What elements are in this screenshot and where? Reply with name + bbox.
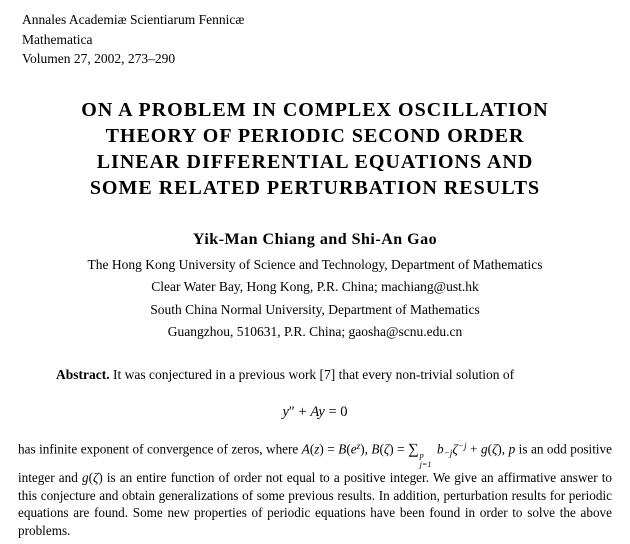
affiliation-1-address-email: Clear Water Bay, Hong Kong, P.R. China; machiang@ust.hk <box>151 278 479 294</box>
authors-line: Yik-Man Chiang and Shi-An Gao <box>192 231 438 248</box>
affiliation-1-institution: The Hong Kong University of Science and Technology, Department of Mathematics <box>87 257 543 272</box>
journal-volume: Volumen 27, 2002, 273–290 <box>22 51 176 66</box>
paper-title-line-2: THEORY OF PERIODIC SECOND ORDER <box>105 125 525 147</box>
affiliation-2 <box>0 299 630 342</box>
abstract-continuation: has infinite exponent of convergence of zeros, where $A(z) = B(e^z)$, B(ζ) = ∑ p j=1 $b-j\zeta^{-j} + g(\zeta)$, p is an odd positive integer and g(ζ) is an entire function of order not equal to a positive integer. We give an affirmative answer to this conjecture and obtain generalizations of some previous results. In addition, perturbation results for periodic equations are found. Some new properties of periodic equations have been found in order to solve the above problems. <box>18 441 612 538</box>
display-equation: y″ + Ay = 0 <box>282 404 348 420</box>
affiliation-1 <box>0 254 630 297</box>
affiliation-2-address-email: Guangzhou, 510631, P.R. China; gaosha@scnu.edu.cn <box>167 323 463 339</box>
paper-title-line-4: SOME RELATED PERTURBATION RESULTS <box>89 177 541 199</box>
affiliation-2-institution: South China Normal University, Department of Mathematics <box>150 302 480 317</box>
paper-title-line-1: ON A PROBLEM IN COMPLEX OSCILLATION <box>81 99 549 121</box>
journal-header <box>22 10 244 69</box>
journal-name: Annales Academiæ Scientiarum Fennicæ <box>22 12 245 27</box>
abstract-lead: Abstract. It was conjectured in a previous work [7] that every non-trivial solution of <box>56 367 515 382</box>
paper-title-line-3: LINEAR DIFFERENTIAL EQUATIONS AND <box>96 151 534 173</box>
journal-series: Mathematica <box>22 31 93 47</box>
paper-title <box>0 97 630 201</box>
